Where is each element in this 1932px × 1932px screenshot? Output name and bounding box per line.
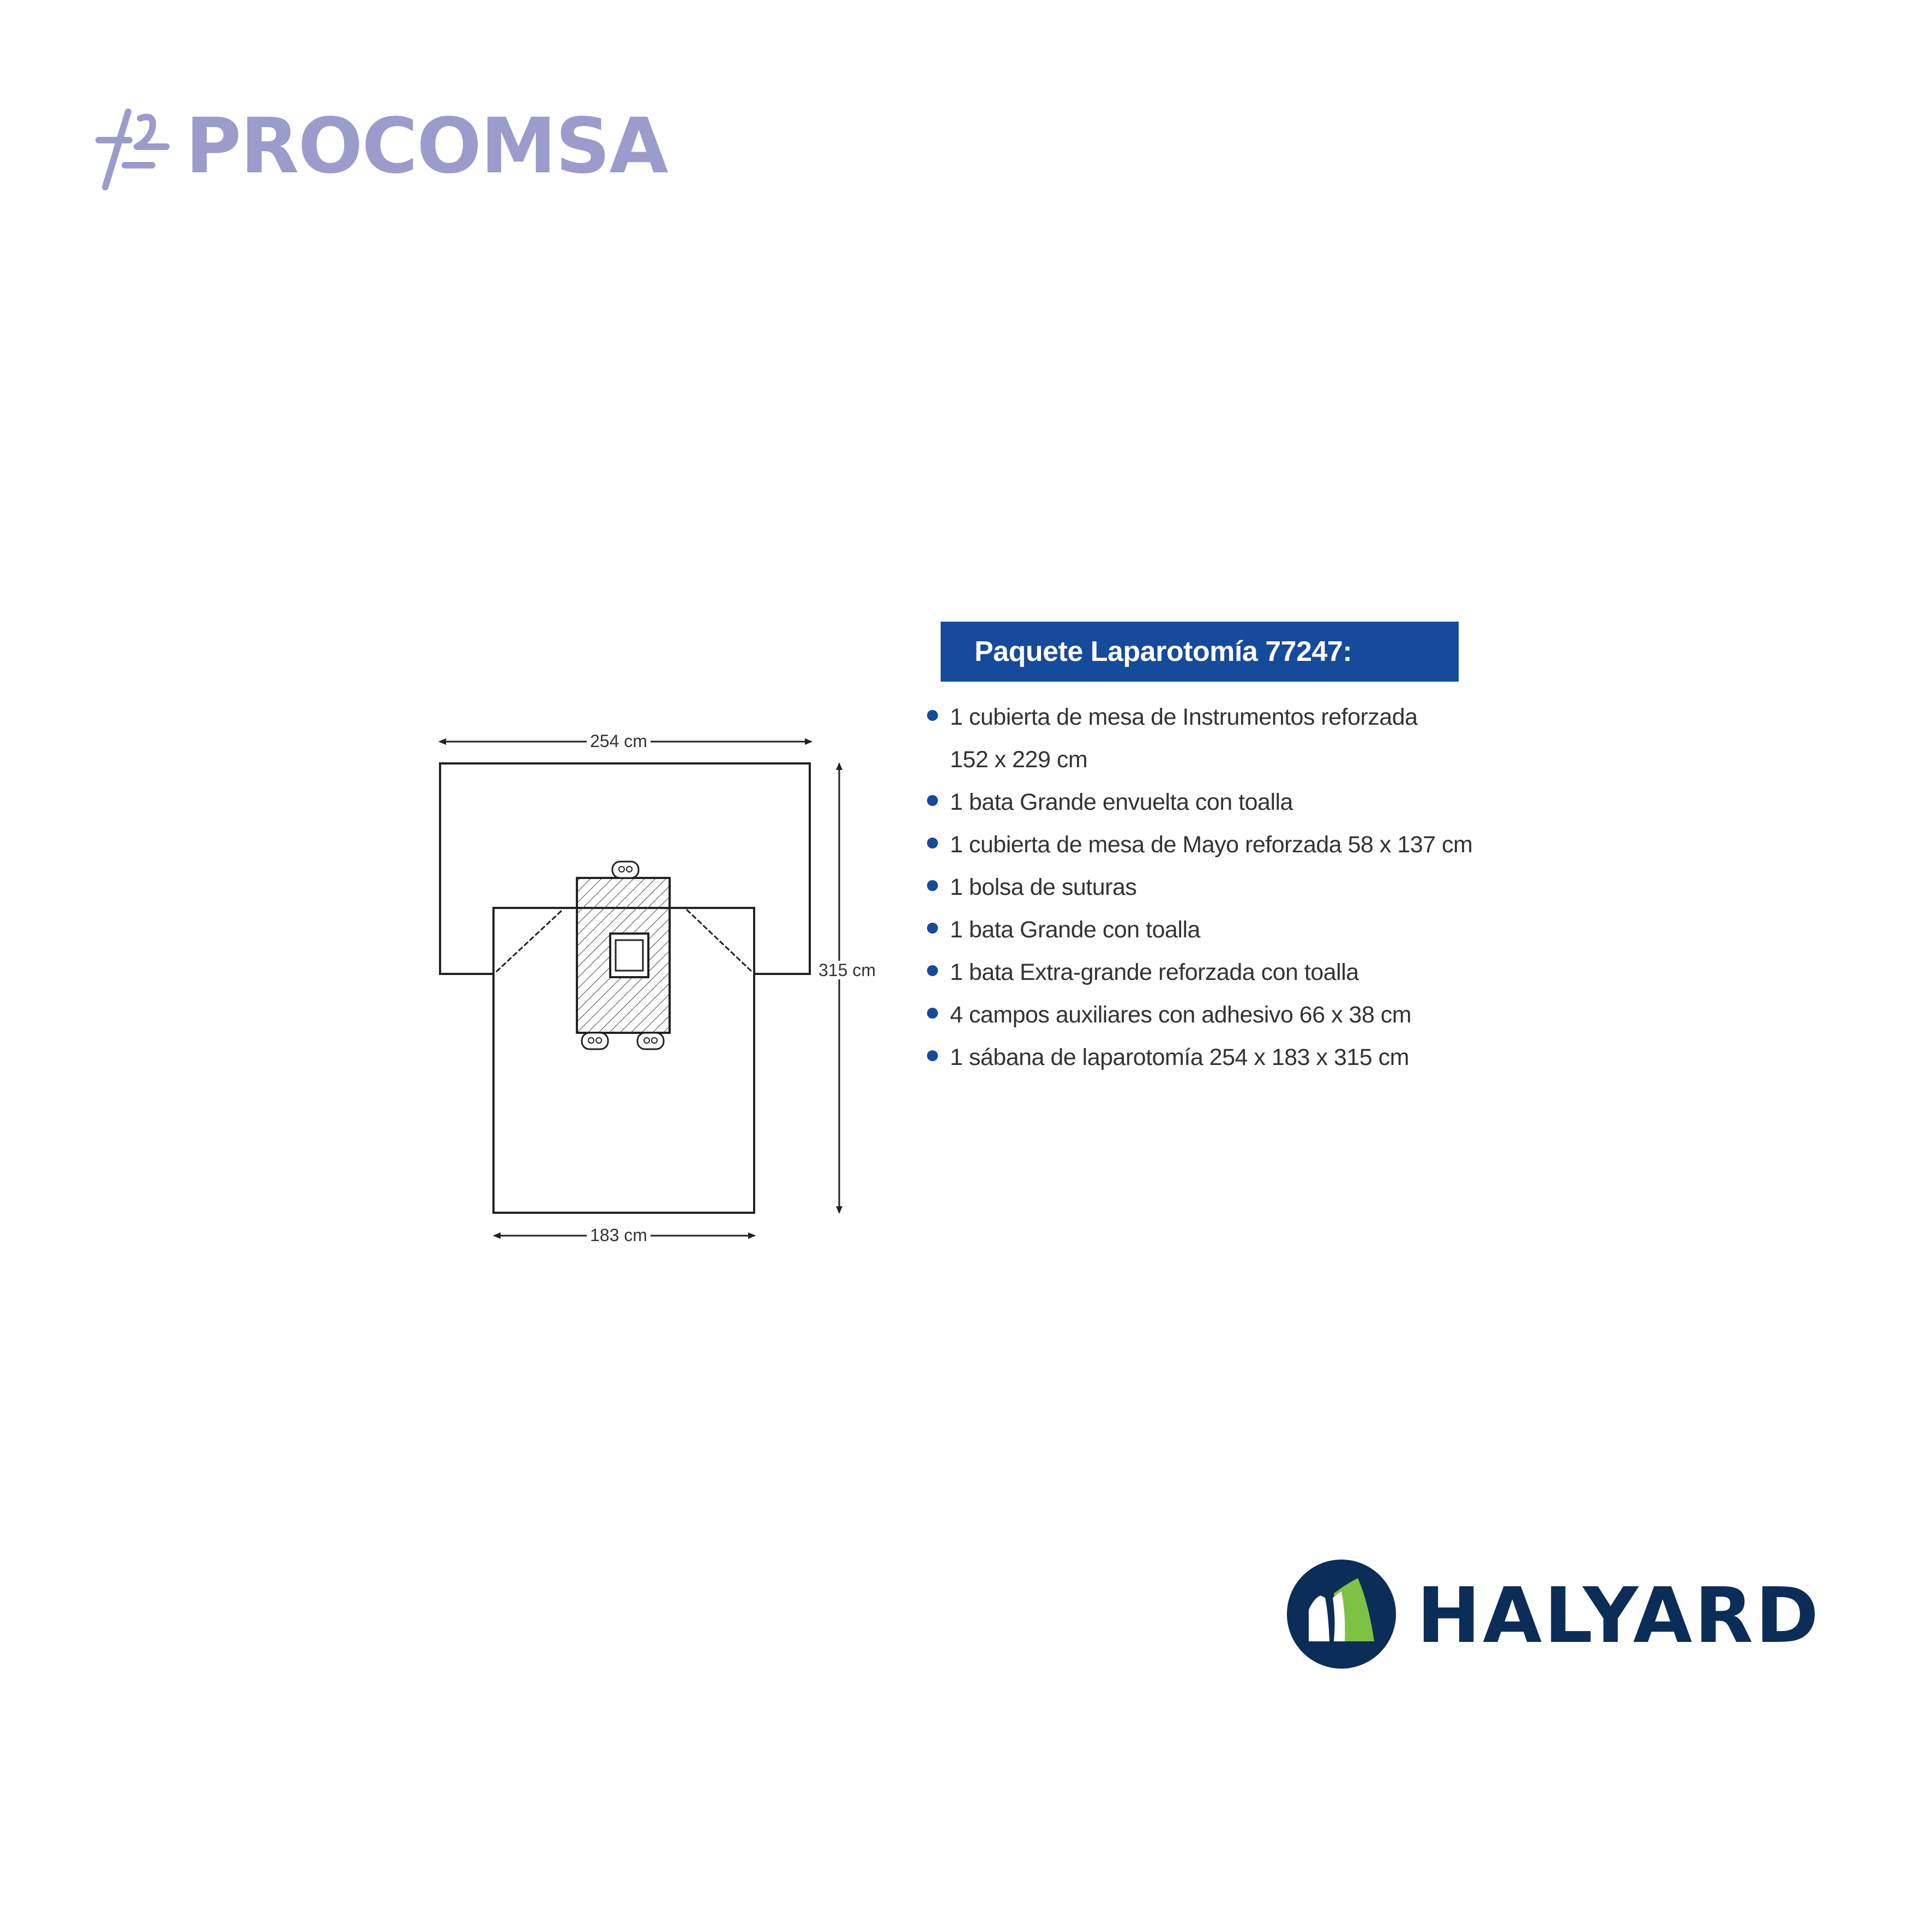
halyard-sail-icon — [1287, 1560, 1396, 1669]
list-item-text: 1 cubierta de mesa de Mayo reforzada 58 x 137 cm — [950, 832, 1473, 858]
bullet-icon — [927, 1008, 938, 1019]
list-item — [927, 823, 1510, 866]
list-item-text: 4 campos auxiliares con adhesivo 66 x 38 cm — [950, 1002, 1412, 1028]
procomsa-mark-icon — [95, 101, 172, 194]
list-item — [927, 994, 1510, 1036]
drape-diagram-svg — [414, 709, 905, 1265]
list-item — [927, 1036, 1510, 1079]
tube-holder-top — [612, 862, 639, 878]
bullet-icon — [927, 880, 938, 891]
bullet-icon — [927, 795, 938, 806]
bullet-icon — [927, 1050, 938, 1061]
top-width-label: 254 cm — [587, 732, 651, 750]
list-item-text: 1 bolsa de suturas — [950, 874, 1137, 900]
package-contents-panel — [927, 622, 1510, 1079]
procomsa-logo — [95, 101, 667, 194]
bullet-icon — [927, 923, 938, 934]
halyard-wordmark: HALYARD — [1417, 1572, 1821, 1660]
list-item — [927, 866, 1510, 908]
list-item-text: 1 sábana de laparotomía 254 x 183 x 315 cm — [950, 1044, 1409, 1070]
bullet-icon — [927, 710, 938, 721]
bottom-width-label: 183 cm — [587, 1226, 651, 1244]
drape-diagram — [414, 709, 905, 1265]
list-item — [927, 951, 1510, 994]
package-item-list — [927, 696, 1510, 1079]
list-item-continuation: 152 x 229 cm — [950, 747, 1088, 773]
list-item — [927, 696, 1510, 781]
list-item-text: 1 bata Grande con toalla — [950, 917, 1200, 943]
list-item-text: 1 bata Extra-grande reforzada con toalla — [950, 959, 1359, 985]
tube-holder-bottom-left — [582, 1033, 608, 1049]
list-item — [927, 908, 1510, 951]
list-item-text: 1 cubierta de mesa de Instrumentos reforzada — [950, 704, 1418, 730]
procomsa-wordmark: PROCOMSA — [185, 102, 667, 191]
list-item-text: 1 bata Grande envuelta con toalla — [950, 789, 1293, 815]
list-item — [927, 781, 1510, 823]
bullet-icon — [927, 965, 938, 976]
height-label: 315 cm — [815, 961, 879, 979]
package-title: Paquete Laparotomía 77247: — [941, 622, 1459, 682]
bullet-icon — [927, 838, 938, 848]
tube-holder-bottom-right — [637, 1033, 664, 1049]
halyard-logo — [1287, 1560, 1838, 1669]
